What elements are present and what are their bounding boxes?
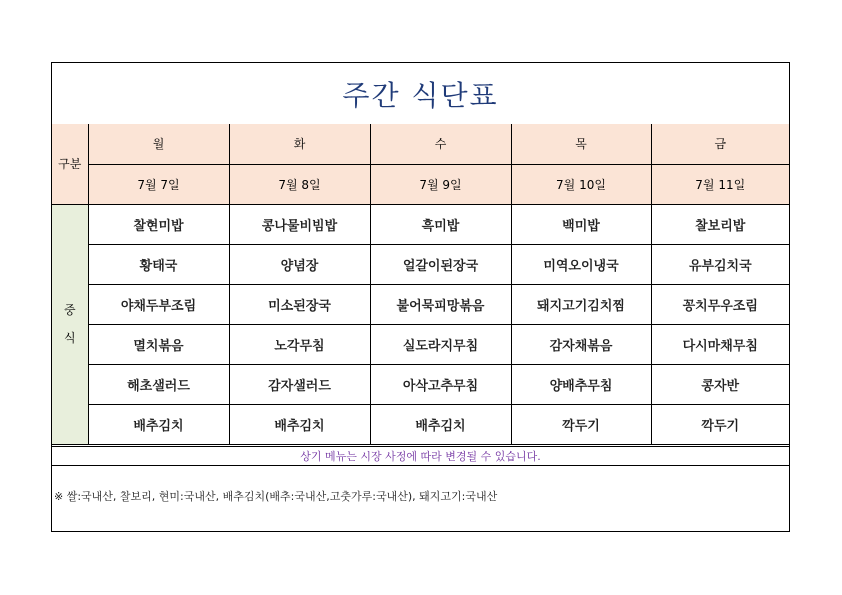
date-thu: 7월 10일 (511, 164, 651, 204)
menu-cell: 백미밥 (511, 204, 651, 244)
date-fri: 7월 11일 (651, 164, 789, 204)
menu-cell: 깍두기 (651, 404, 789, 444)
menu-cell: 찰현미밥 (88, 204, 229, 244)
menu-cell: 해초샐러드 (88, 364, 229, 404)
menu-cell: 황태국 (88, 244, 229, 284)
date-tue: 7월 8일 (229, 164, 370, 204)
menu-cell: 야채두부조림 (88, 284, 229, 324)
lunch-label-char: 중 (63, 303, 76, 317)
menu-sheet (51, 62, 790, 532)
menu-cell: 불어묵피망볶음 (370, 284, 511, 324)
menu-cell: 얼갈이된장국 (370, 244, 511, 284)
menu-cell: 흑미밥 (370, 204, 511, 244)
menu-cell: 양배추무침 (511, 364, 651, 404)
table-row (52, 204, 789, 244)
menu-cell: 감자샐러드 (229, 364, 370, 404)
table-row (52, 324, 789, 364)
menu-cell: 꽁치무우조림 (651, 284, 789, 324)
menu-cell: 배추김치 (370, 404, 511, 444)
menu-cell: 찰보리밥 (651, 204, 789, 244)
lunch-label (52, 204, 88, 444)
menu-cell: 미소된장국 (229, 284, 370, 324)
menu-cell: 다시마채무침 (651, 324, 789, 364)
header-label: 구분 (52, 124, 88, 204)
table-row (52, 244, 789, 284)
lunch-label-char: 식 (63, 331, 76, 345)
table-row (52, 364, 789, 404)
date-mon: 7월 7일 (88, 164, 229, 204)
menu-cell: 노각무침 (229, 324, 370, 364)
menu-cell: 유부김치국 (651, 244, 789, 284)
day-tue: 화 (229, 124, 370, 164)
menu-change-notice: 상기 메뉴는 시장 사정에 따라 변경될 수 있습니다. (52, 446, 789, 466)
weekly-menu-table (52, 124, 789, 445)
menu-cell: 콩나물비빔밥 (229, 204, 370, 244)
menu-cell: 깍두기 (511, 404, 651, 444)
menu-cell: 미역오이냉국 (511, 244, 651, 284)
day-mon: 월 (88, 124, 229, 164)
menu-cell: 배추김치 (229, 404, 370, 444)
day-wed: 수 (370, 124, 511, 164)
menu-cell: 배추김치 (88, 404, 229, 444)
menu-cell: 돼지고기김치찜 (511, 284, 651, 324)
menu-cell: 아삭고추무침 (370, 364, 511, 404)
table-row (52, 404, 789, 444)
day-thu: 목 (511, 124, 651, 164)
menu-cell: 감자채볶음 (511, 324, 651, 364)
day-fri: 금 (651, 124, 789, 164)
menu-cell: 멸치볶음 (88, 324, 229, 364)
page-title: 주간 식단표 (52, 63, 789, 125)
menu-cell: 콩자반 (651, 364, 789, 404)
table-row (52, 284, 789, 324)
date-wed: 7월 9일 (370, 164, 511, 204)
menu-cell: 양념장 (229, 244, 370, 284)
origin-info: ※ 쌀:국내산, 찰보리, 현미:국내산, 배추김치(배추:국내산,고춧가루:국내산), 돼지고기:국내산 (54, 490, 498, 503)
menu-cell: 실도라지무침 (370, 324, 511, 364)
